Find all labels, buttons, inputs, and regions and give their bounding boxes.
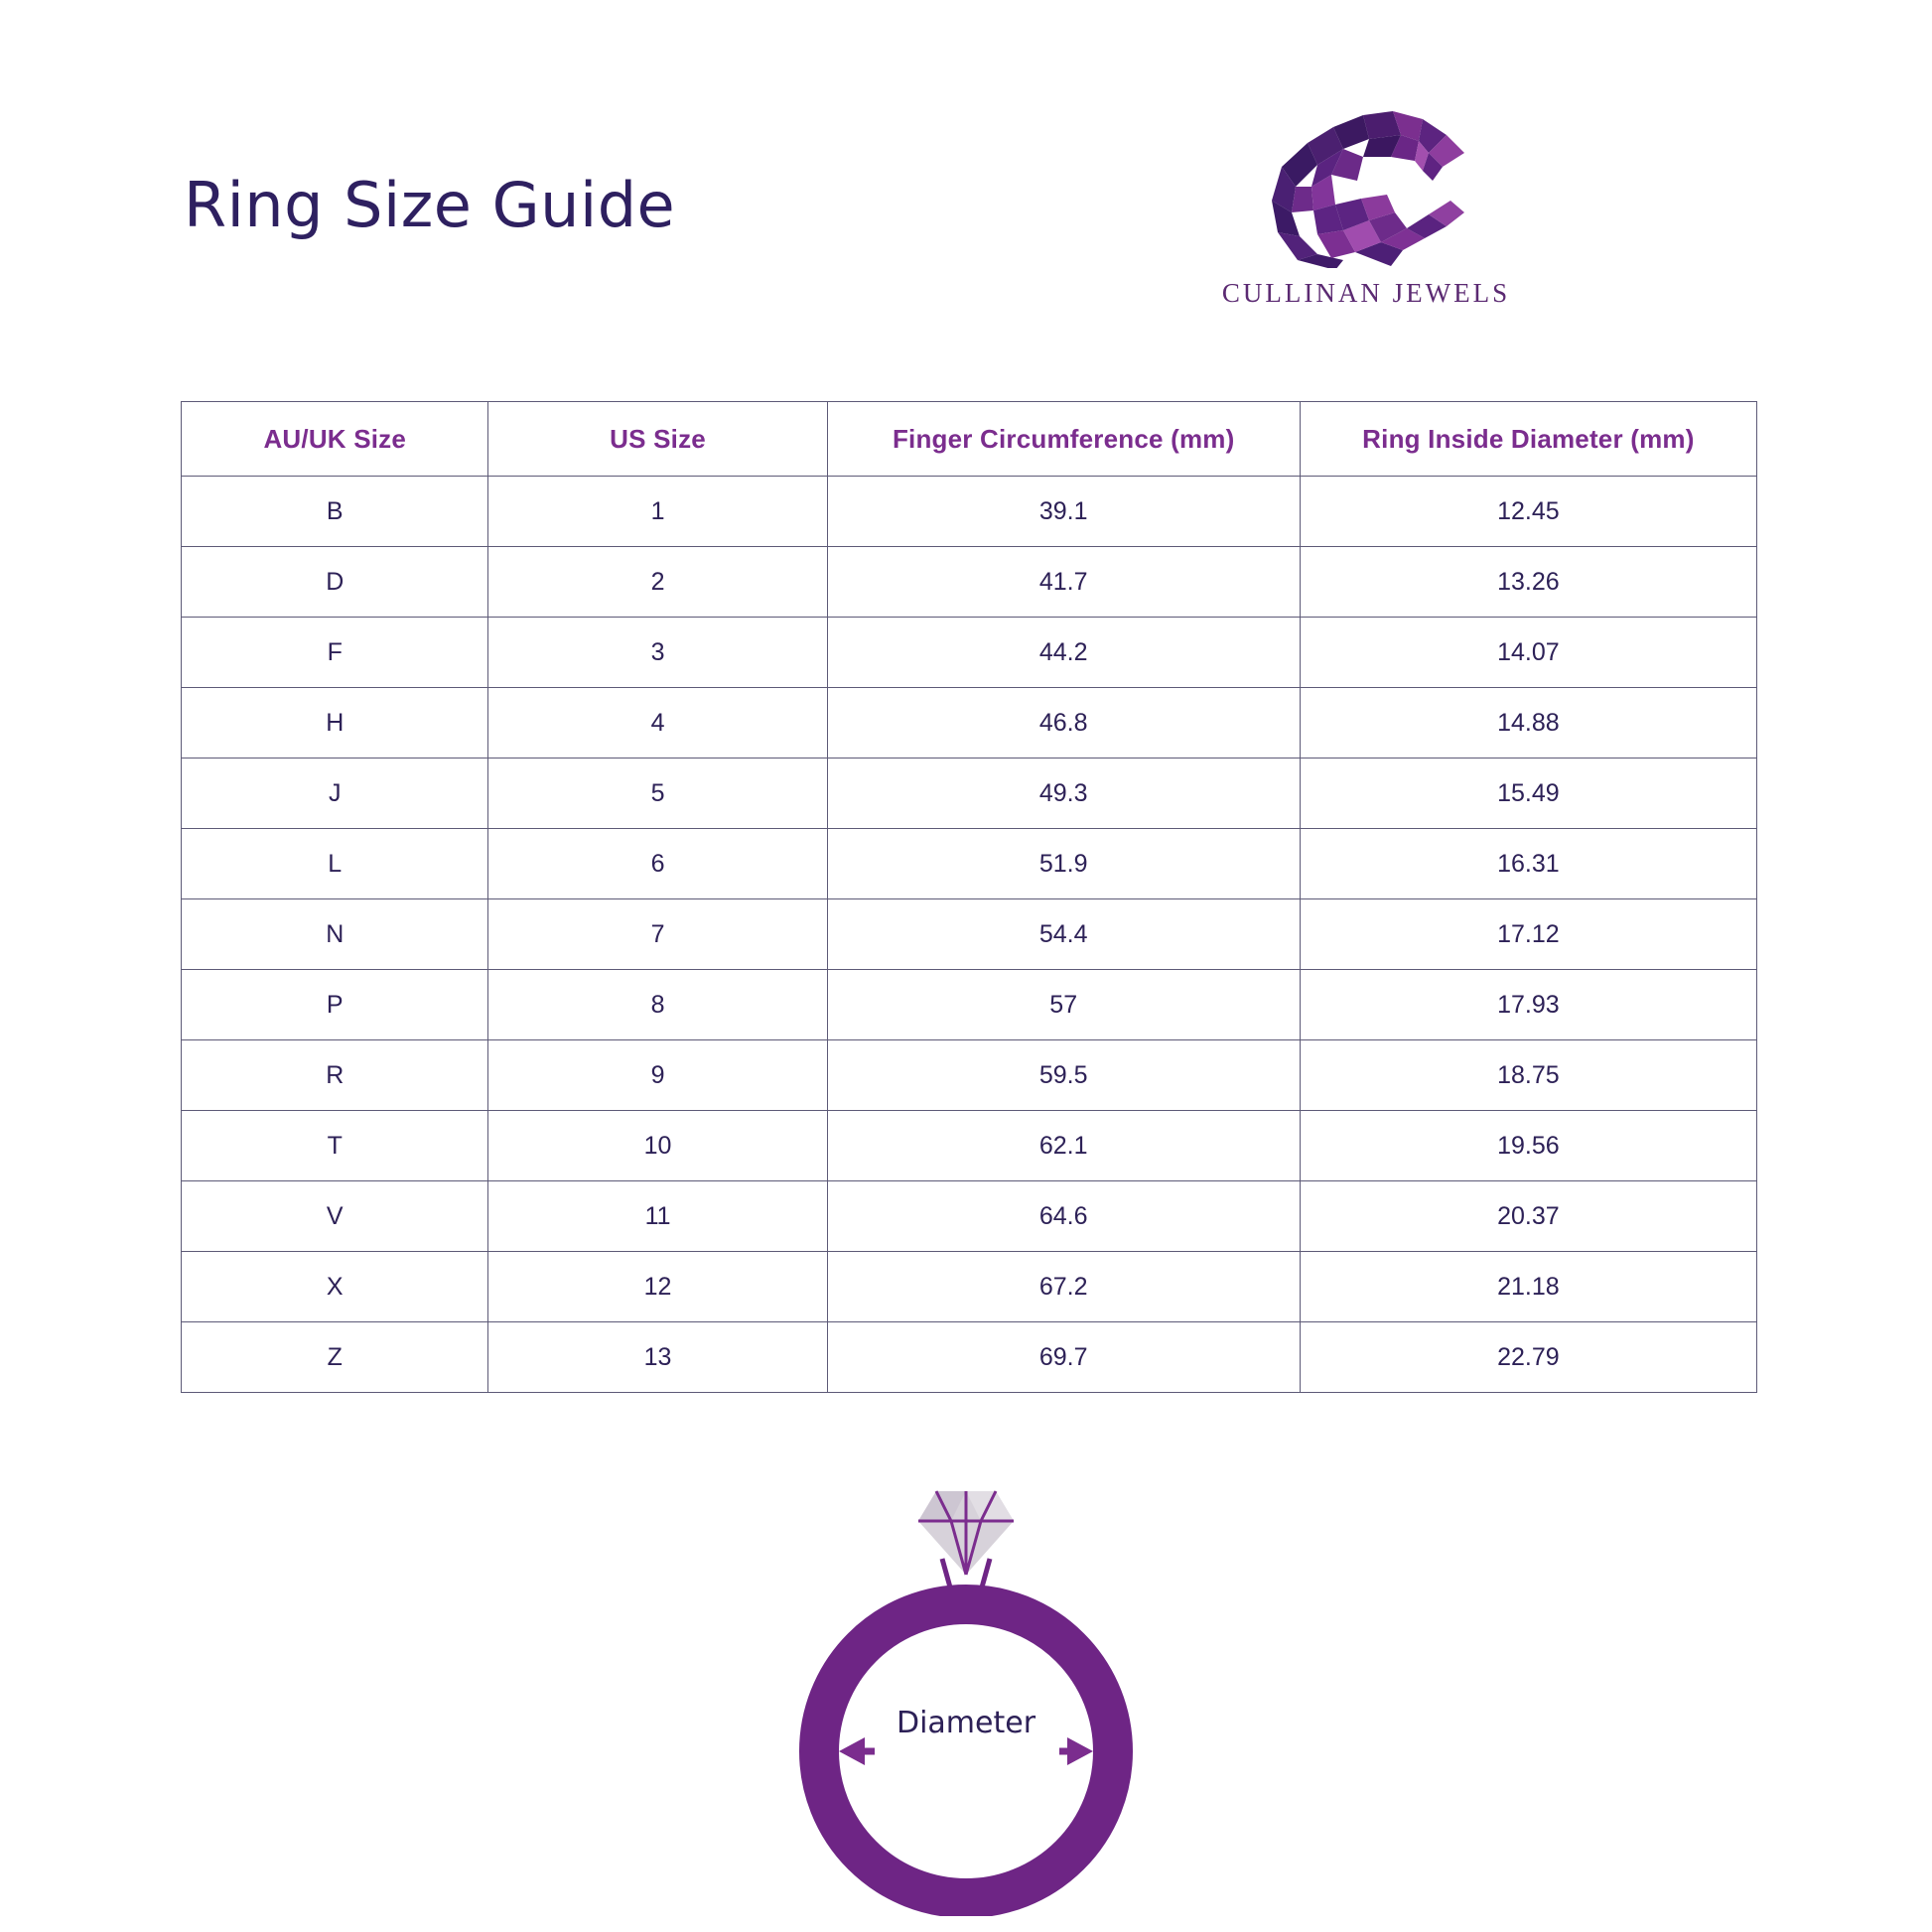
cell-ring-inside-diameter: 14.07: [1300, 618, 1756, 688]
cell-finger-circumference: 49.3: [827, 759, 1300, 829]
page-title: Ring Size Guide: [184, 169, 676, 241]
cell-us-size: 1: [488, 477, 827, 547]
cell-ring-inside-diameter: 17.12: [1300, 899, 1756, 970]
cell-us-size: 11: [488, 1181, 827, 1252]
cell-finger-circumference: 51.9: [827, 829, 1300, 899]
cell-us-size: 3: [488, 618, 827, 688]
table-row: [182, 759, 1757, 829]
cell-au-uk-size: B: [182, 477, 488, 547]
cell-ring-inside-diameter: 21.18: [1300, 1252, 1756, 1322]
cell-ring-inside-diameter: 20.37: [1300, 1181, 1756, 1252]
cell-us-size: 10: [488, 1111, 827, 1181]
cell-finger-circumference: 64.6: [827, 1181, 1300, 1252]
cell-finger-circumference: 57: [827, 970, 1300, 1040]
cell-us-size: 6: [488, 829, 827, 899]
cell-finger-circumference: 54.4: [827, 899, 1300, 970]
diameter-label: Diameter: [896, 1706, 1036, 1740]
page-header: [184, 159, 1748, 357]
table-row: [182, 477, 1757, 547]
cell-ring-inside-diameter: 17.93: [1300, 970, 1756, 1040]
cell-ring-inside-diameter: 18.75: [1300, 1040, 1756, 1111]
cell-finger-circumference: 46.8: [827, 688, 1300, 759]
cell-au-uk-size: N: [182, 899, 488, 970]
table-row: [182, 618, 1757, 688]
cell-au-uk-size: V: [182, 1181, 488, 1252]
cell-ring-inside-diameter: 19.56: [1300, 1111, 1756, 1181]
column-header-finger-circumference: Finger Circumference (mm): [827, 402, 1300, 477]
table-row: [182, 1252, 1757, 1322]
cullinan-c-gem-logo-icon: [1252, 109, 1480, 268]
table-row: [182, 1111, 1757, 1181]
table-row: [182, 970, 1757, 1040]
table-row: [182, 547, 1757, 618]
cell-au-uk-size: Z: [182, 1322, 488, 1393]
cell-ring-inside-diameter: 14.88: [1300, 688, 1756, 759]
ring-size-table-container: [181, 401, 1757, 1393]
cell-au-uk-size: D: [182, 547, 488, 618]
cell-us-size: 8: [488, 970, 827, 1040]
cell-finger-circumference: 44.2: [827, 618, 1300, 688]
cell-us-size: 9: [488, 1040, 827, 1111]
cell-au-uk-size: T: [182, 1111, 488, 1181]
ring-size-table: [181, 401, 1757, 1393]
cell-ring-inside-diameter: 16.31: [1300, 829, 1756, 899]
cell-us-size: 5: [488, 759, 827, 829]
cell-finger-circumference: 39.1: [827, 477, 1300, 547]
brand-logo: [1212, 109, 1520, 309]
cell-finger-circumference: 59.5: [827, 1040, 1300, 1111]
brand-name: CULLINAN JEWELS: [1221, 278, 1511, 308]
table-row: [182, 1322, 1757, 1393]
cell-us-size: 12: [488, 1252, 827, 1322]
ring-with-gem-illustration-icon: [758, 1449, 1174, 1916]
cell-finger-circumference: 41.7: [827, 547, 1300, 618]
ring-diameter-diagram: [0, 1449, 1932, 1916]
table-row: [182, 1181, 1757, 1252]
cell-au-uk-size: X: [182, 1252, 488, 1322]
cell-us-size: 2: [488, 547, 827, 618]
cell-finger-circumference: 69.7: [827, 1322, 1300, 1393]
table-header-row: [182, 402, 1757, 477]
cell-ring-inside-diameter: 15.49: [1300, 759, 1756, 829]
cell-us-size: 4: [488, 688, 827, 759]
cell-au-uk-size: H: [182, 688, 488, 759]
cell-us-size: 13: [488, 1322, 827, 1393]
cell-au-uk-size: L: [182, 829, 488, 899]
column-header-us-size: US Size: [488, 402, 827, 477]
cell-au-uk-size: F: [182, 618, 488, 688]
cell-au-uk-size: P: [182, 970, 488, 1040]
cell-ring-inside-diameter: 13.26: [1300, 547, 1756, 618]
table-row: [182, 829, 1757, 899]
table-row: [182, 1040, 1757, 1111]
table-row: [182, 899, 1757, 970]
cell-ring-inside-diameter: 22.79: [1300, 1322, 1756, 1393]
cell-au-uk-size: R: [182, 1040, 488, 1111]
column-header-ring-inside-diameter: Ring Inside Diameter (mm): [1300, 402, 1756, 477]
cell-us-size: 7: [488, 899, 827, 970]
cell-ring-inside-diameter: 12.45: [1300, 477, 1756, 547]
table-row: [182, 688, 1757, 759]
cell-finger-circumference: 62.1: [827, 1111, 1300, 1181]
cell-au-uk-size: J: [182, 759, 488, 829]
cell-finger-circumference: 67.2: [827, 1252, 1300, 1322]
column-header-au-uk-size: AU/UK Size: [182, 402, 488, 477]
